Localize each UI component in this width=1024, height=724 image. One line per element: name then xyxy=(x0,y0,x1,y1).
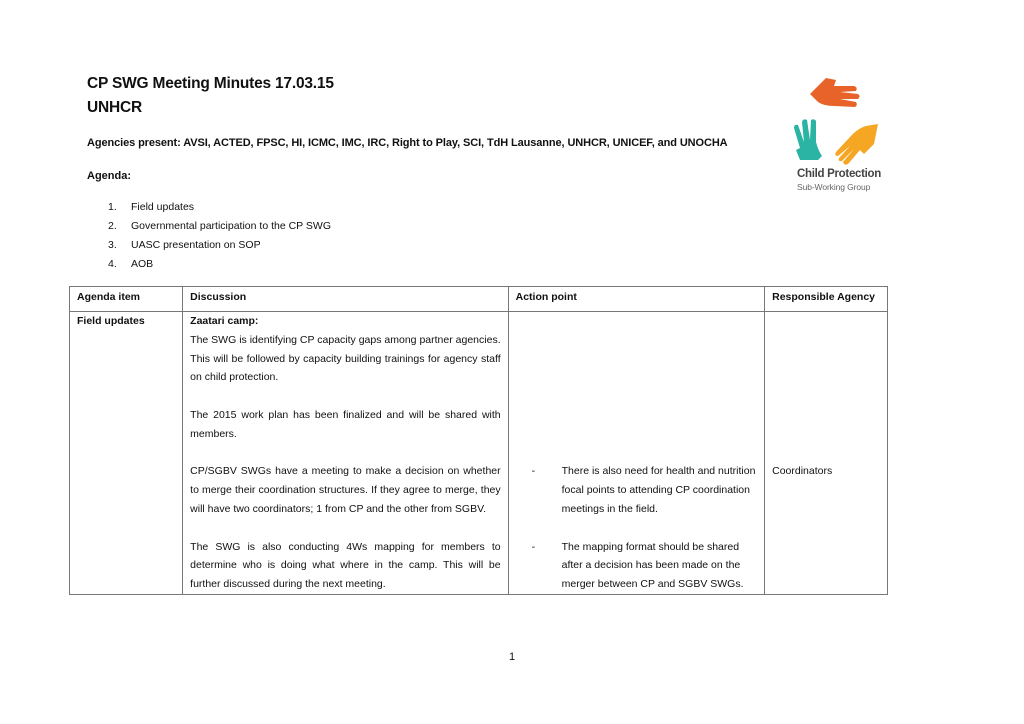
agencies-present: Agencies present: AVSI, ACTED, FPSC, HI, ICMC, IMC, IRC, Right to Play, SCI, TdH Lausanne, UNHCR, UNICEF, and UNOCHA xyxy=(87,137,728,149)
agenda-label: Agenda: xyxy=(87,170,131,182)
agenda-item: 2. Governmental participation to the CP SWG xyxy=(108,220,331,232)
table-header-row xyxy=(70,287,888,312)
discussion-paragraph: The 2015 work plan has been finalized and will be shared with members. xyxy=(190,408,501,440)
logo-text-line-1: Child Protection xyxy=(797,168,882,180)
header-responsible-agency: Responsible Agency xyxy=(765,287,888,312)
agenda-list xyxy=(108,200,331,276)
minutes-table xyxy=(69,286,888,595)
discussion-paragraph: The SWG is also conducting 4Ws mapping for members to determine who is doing what where in the camp. This will be further discussed during the next meeting. xyxy=(190,540,501,591)
responsible-agency-value: Coordinators xyxy=(772,465,833,478)
agenda-item: 3. UASC presentation on SOP xyxy=(108,239,261,251)
agenda-item-cell: Field updates xyxy=(70,312,183,595)
document-title xyxy=(87,72,334,120)
discussion-cell xyxy=(183,312,508,595)
logo-text-line-2: Sub-Working Group xyxy=(797,182,871,192)
title-line-1: CP SWG Meeting Minutes 17.03.15 xyxy=(87,75,334,92)
action-point-item: - There is also need for health and nutrition focal points to attending CP coordination meetings in the field. xyxy=(531,465,756,515)
agenda-item: 4. AOB xyxy=(108,258,154,270)
action-point-item: - The mapping format should be shared after a decision has been made on the merger between CP and SGBV SWGs. xyxy=(531,540,744,591)
responsible-agency-cell xyxy=(765,312,888,595)
table-row xyxy=(70,312,888,595)
discussion-paragraph: CP/SGBV SWGs have a meeting to make a decision on whether to merge their coordination structures. If they agree to merge, they will have two coordinators; 1 from CP and the other from SGBV. xyxy=(190,465,501,515)
discussion-heading: Zaatari camp: xyxy=(190,315,259,327)
header-discussion: Discussion xyxy=(183,287,508,312)
page-number: 1 xyxy=(508,651,516,663)
yellow-hand-icon xyxy=(835,124,878,165)
teal-hand-icon xyxy=(794,119,822,160)
title-line-2: UNHCR xyxy=(87,99,142,116)
agenda-item: 1. Field updates xyxy=(108,201,195,213)
action-point-cell xyxy=(508,312,765,595)
discussion-paragraph: The SWG is identifying CP capacity gaps among partner agencies. This will be followed by capacity building trainings for agency staff on child protection. xyxy=(190,333,501,384)
orange-hand-icon xyxy=(810,78,860,107)
header-agenda-item: Agenda item xyxy=(70,287,183,312)
header-action-point: Action point xyxy=(508,287,765,312)
